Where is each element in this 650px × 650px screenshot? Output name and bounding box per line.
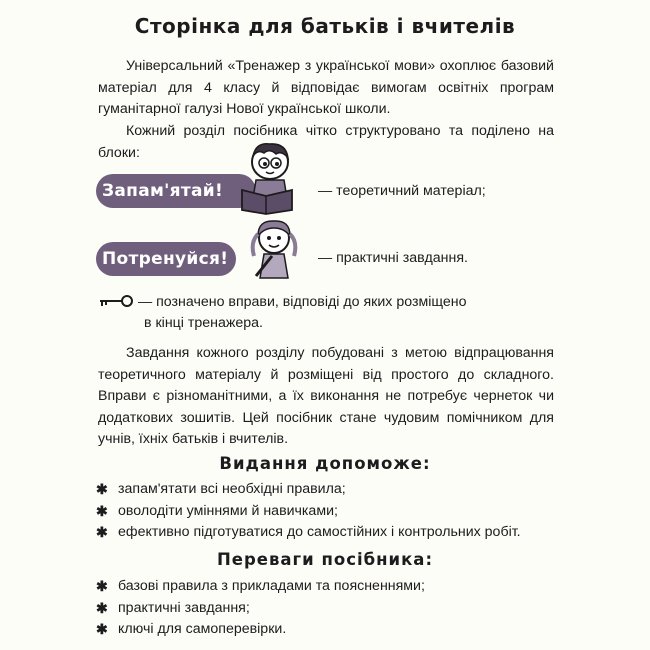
list-item: ✱ практичні завдання;: [96, 598, 566, 620]
girl-with-pencil-icon: [246, 216, 302, 282]
asterisk-bullet-icon: ✱: [96, 578, 108, 594]
asterisk-bullet-icon: ✱: [96, 502, 108, 519]
asterisk-bullet-icon: ✱: [96, 481, 108, 497]
list-item: ✱ запам'ятати всі необхідні правила;: [96, 479, 566, 501]
remember-description: — теоретичний матеріал;: [318, 183, 486, 199]
key-note-text-continued: в кінці тренажера.: [144, 315, 264, 331]
block-practice: [0, 234, 650, 282]
boy-reading-book-icon: [236, 140, 298, 216]
blocks-intro-paragraph: Кожний розділ посібника чітко структуровано та поділено на блоки:: [98, 123, 554, 161]
helps-list: [96, 479, 566, 544]
list-item: ✱ базові правила з прикладами та поясненнями;: [96, 576, 566, 598]
section-heading-helps: Видання допоможе:: [219, 454, 431, 473]
list-item: ✱ оволодіти уміннями й навичками;: [96, 501, 566, 523]
section-heading-advantages: Переваги посібника:: [216, 550, 434, 569]
intro-paragraph: Універсальний «Тренажер з української мови» охоплює базовий матеріал для 4 класу й відповідає вимогам освітніх програм гуманітарної галузі Нової української школи.: [98, 58, 554, 117]
practice-badge: Потренуйся!: [96, 242, 236, 276]
block-remember: [0, 166, 650, 214]
answer-key-note: [98, 292, 554, 336]
page-title: Сторінка для батьків і вчителів: [134, 14, 516, 38]
asterisk-bullet-icon: ✱: [96, 524, 108, 540]
list-item: ✱ ключі для самоперевірки.: [96, 619, 566, 641]
advantages-list: [96, 576, 566, 641]
list-item: ✱ ефективно підготуватися до самостійних і контрольних робіт.: [96, 522, 566, 544]
asterisk-bullet-icon: ✱: [96, 621, 108, 637]
asterisk-bullet-icon: ✱: [96, 599, 108, 616]
key-note-text: — позначено вправи, відповіді до яких розміщено: [138, 294, 467, 310]
practice-description: — практичні завдання.: [318, 250, 468, 266]
key-icon: [98, 292, 134, 310]
remember-badge: Запам'ятай!: [96, 174, 256, 208]
body-paragraph: Завдання кожного розділу побудовані з метою відпрацювання теоретичного матеріалу й розміщені від простого до складного. Вправи є різноманітними, а їх виконання не потребує чернеток чи додаткових зошитів. Цей посібник стане чудовим помічником для учнів, їхніх батьків і вчителів.: [98, 345, 554, 447]
